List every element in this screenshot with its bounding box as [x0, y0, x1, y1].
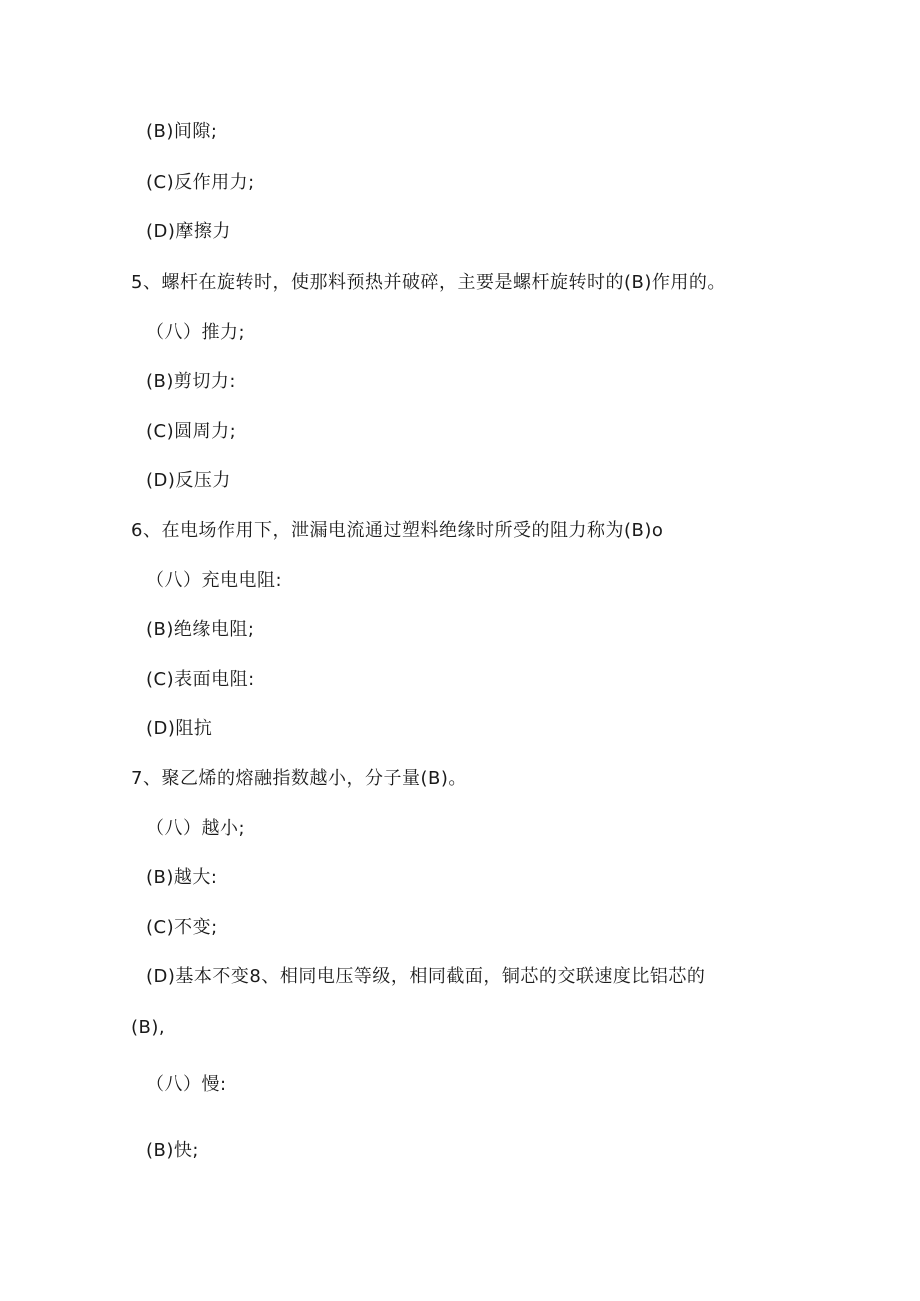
- option-c-surface-resistance: (C)表面电阻:: [146, 669, 255, 690]
- question-5: 5、螺杆在旋转时，使那料预热并破碎，主要是螺杆旋转时的(B)作用的。: [131, 272, 726, 293]
- option-a-slow: （八）慢:: [146, 1074, 227, 1095]
- option-d-back-pressure: (D)反压力: [146, 470, 231, 491]
- option-d-and-question-8: (D)基本不变8、相同电压等级，相同截面，铜芯的交联速度比铝芯的: [146, 966, 706, 987]
- option-a-charging-resistance: （八）充电电阻:: [146, 570, 283, 591]
- option-b-fast: (B)快;: [146, 1140, 199, 1161]
- option-b-insulation-resistance: (B)绝缘电阻;: [146, 619, 255, 640]
- option-b-shear-force: (B)剪切力:: [146, 371, 236, 392]
- option-c-circumferential-force: (C)圆周力;: [146, 421, 237, 442]
- option-a-thrust: （八）推力;: [146, 322, 246, 343]
- option-b-larger: (B)越大:: [146, 867, 218, 888]
- option-b-gap: (B)间隙;: [146, 121, 218, 142]
- option-d-impedance: (D)阻抗: [146, 718, 213, 739]
- option-a-smaller: （八）越小;: [146, 818, 246, 839]
- question-6: 6、在电场作用下，泄漏电流通过塑料绝缘时所受的阻力称为(B)o: [131, 520, 664, 541]
- option-c-unchanged: (C)不变;: [146, 917, 218, 938]
- question-7: 7、聚乙烯的熔融指数越小，分子量(B)。: [131, 768, 467, 789]
- option-d-friction: (D)摩擦力: [146, 221, 231, 242]
- question-8-continuation: (B),: [131, 1017, 166, 1038]
- option-c-reaction-force: (C)反作用力;: [146, 172, 255, 193]
